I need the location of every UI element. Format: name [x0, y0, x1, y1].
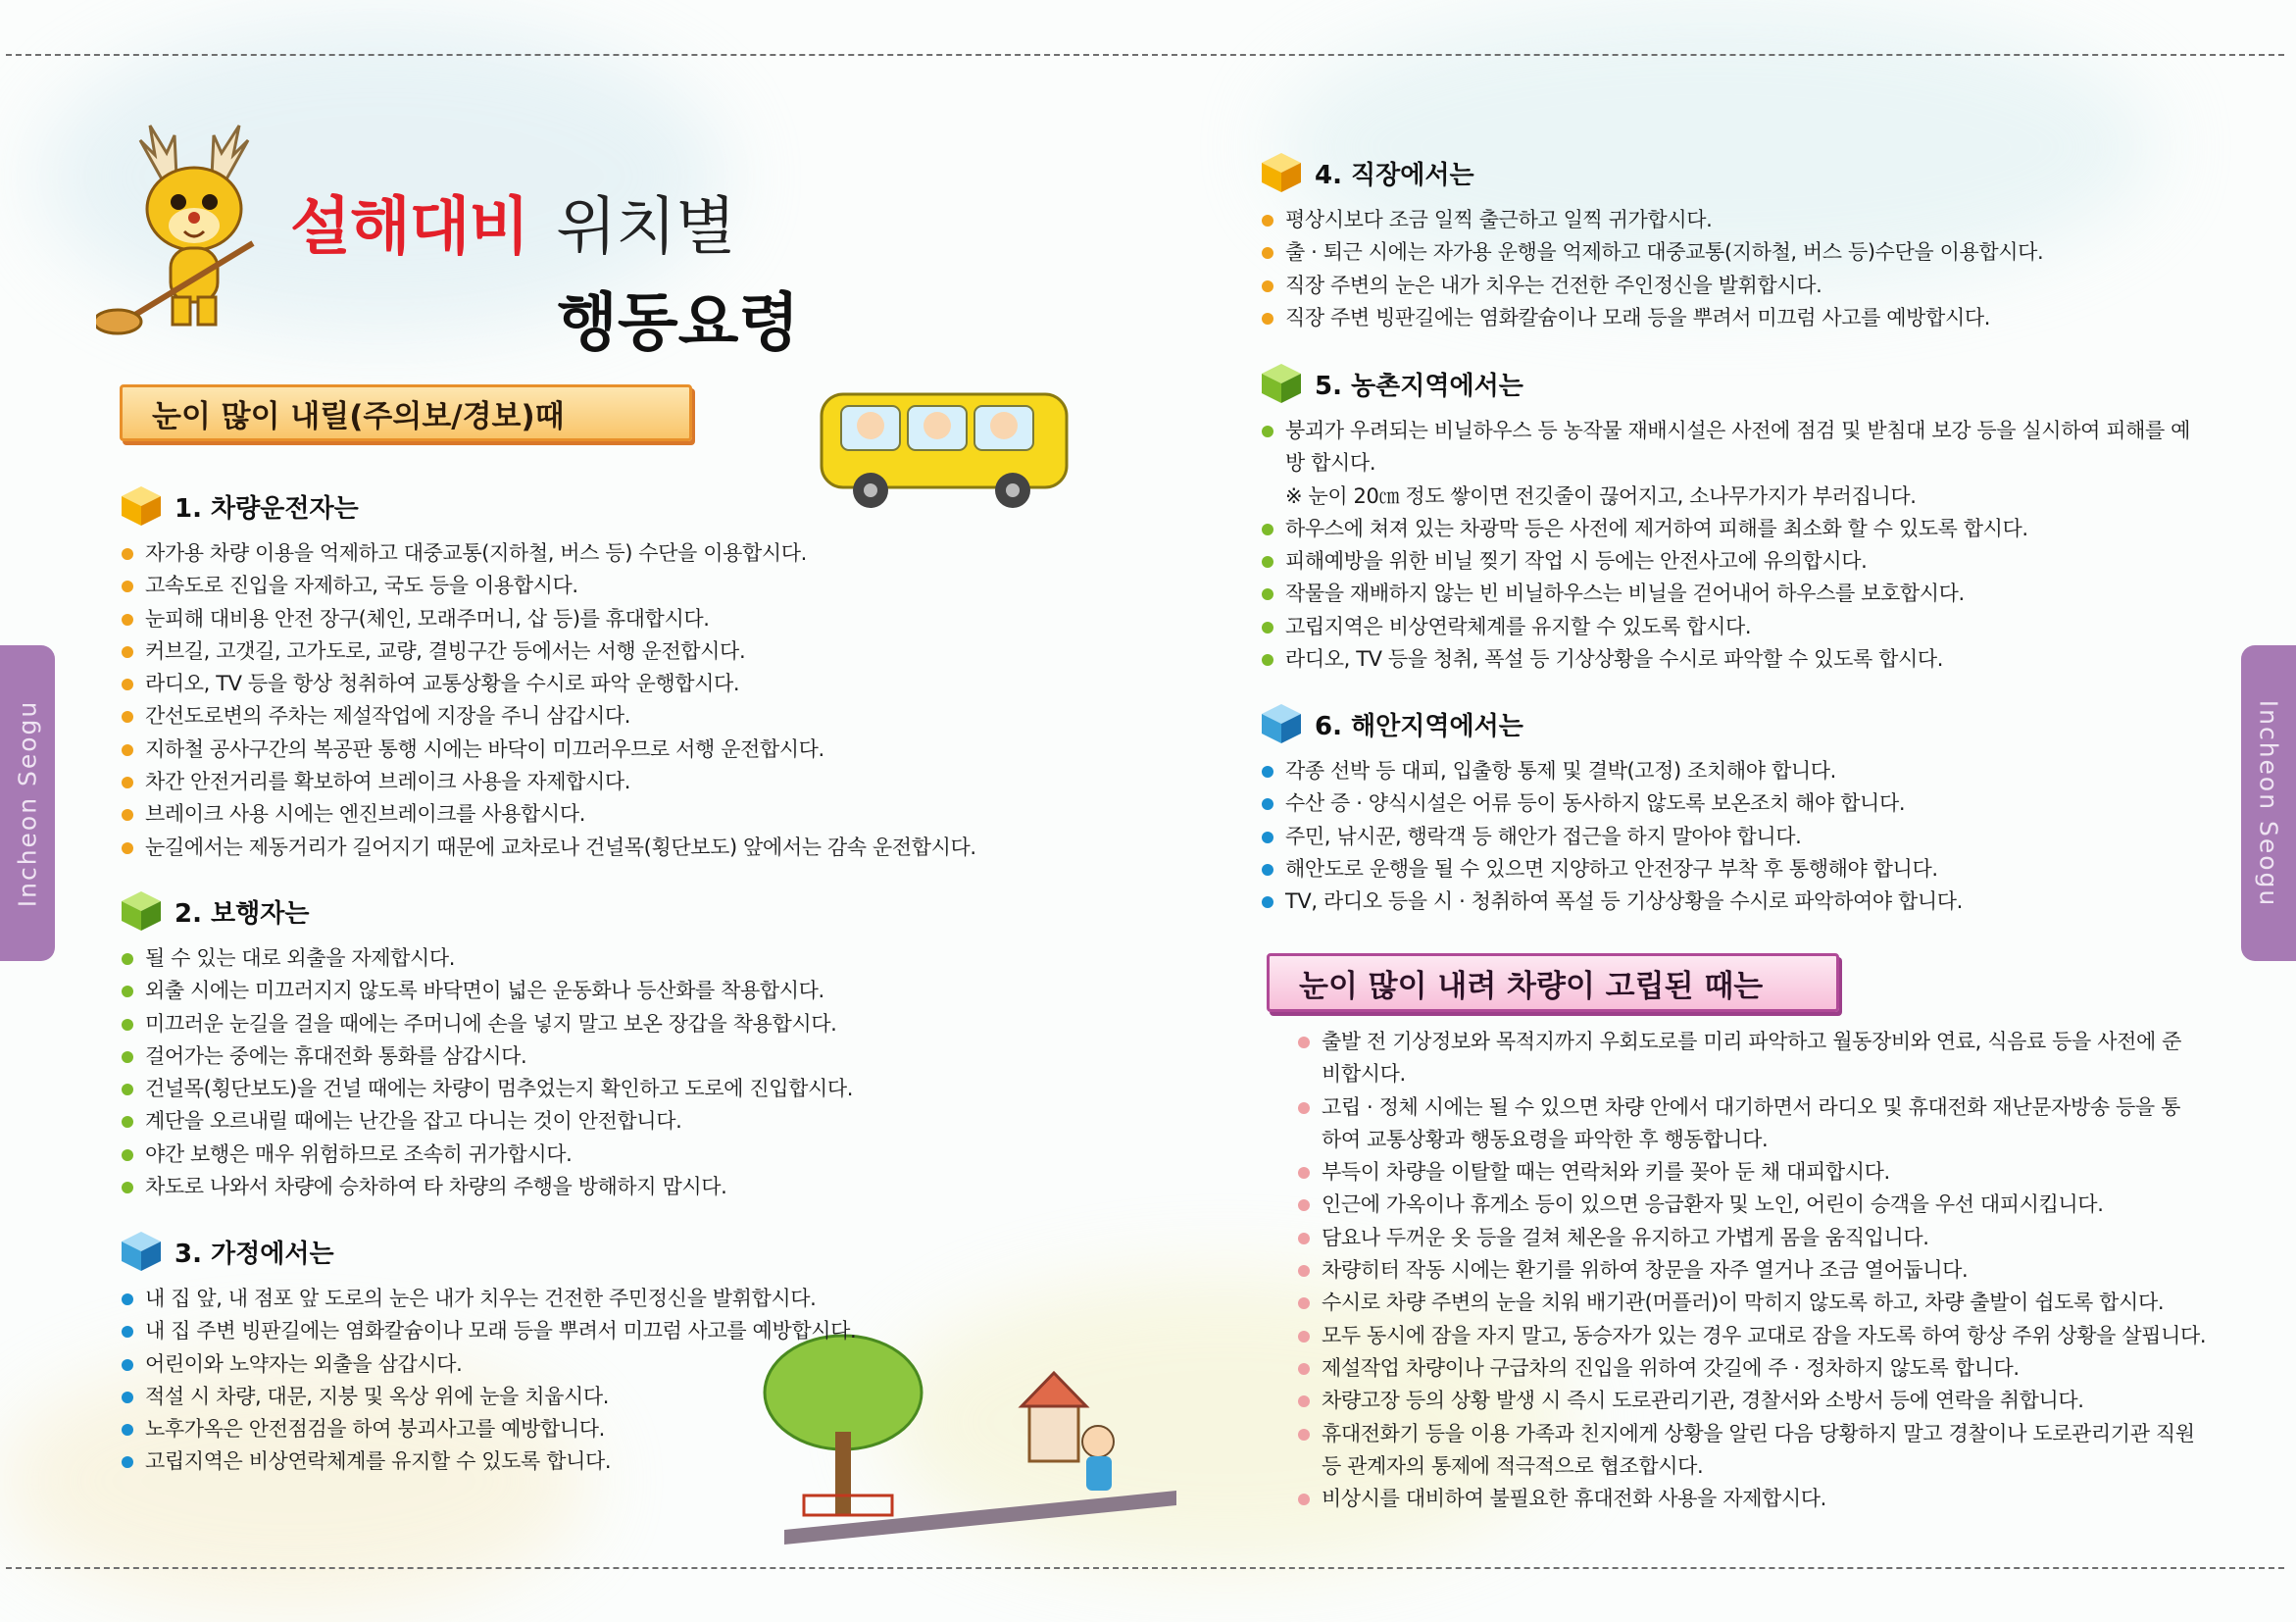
list-item: 작물을 재배하지 않는 빈 비닐하우스는 비닐을 걷어내어 하우스를 보호합시다.	[1260, 578, 2191, 610]
title-rest: 위치별	[556, 191, 735, 264]
list-item: 미끄러운 눈길을 걸을 때에는 주머니에 손을 넣지 말고 보온 장갑을 착용합시다.	[120, 1008, 1022, 1040]
list-item: 차량고장 등의 상황 발생 시 즉시 도로관리기관, 경찰서와 소방서 등에 연락을 취합니다.	[1296, 1385, 2196, 1417]
deer-mascot-illustration	[96, 116, 302, 336]
banner-heavy-snow: 눈이 많이 내릴(주의보/경보)때	[120, 384, 692, 441]
list-item: 제설작업 차량이나 구급차의 진입을 위하여 갓길에 주 · 정차하지 않도록 합니다.	[1296, 1352, 2196, 1385]
list-item: 차간 안전거리를 확보하여 브레이크 사용을 자제합시다.	[120, 766, 1022, 798]
list-item: 어린이와 노약자는 외출을 삼갑시다.	[120, 1348, 1022, 1381]
section-coastal	[1260, 698, 2162, 918]
list-item: 인근에 가옥이나 휴게소 등이 있으면 응급환자 및 노인, 어린이 승객을 우선 대피시킵니다.	[1296, 1189, 2196, 1221]
section-workplace	[1260, 147, 2162, 334]
section-title: 2. 보행자는	[175, 898, 310, 929]
list-item: 야간 보행은 매우 위험하므로 조속히 귀가합시다.	[120, 1139, 1022, 1171]
list-item: 주민, 낚시꾼, 행락객 등 해안가 접근을 하지 말아야 합니다.	[1260, 821, 2162, 853]
list-item: 라디오, TV 등을 항상 청취하여 교통상황을 수시로 파악 운행합시다.	[120, 668, 1022, 700]
list-item: 눈피해 대비용 안전 장구(체인, 모래주머니, 삽 등)를 휴대합시다.	[120, 603, 1022, 635]
list-item: 내 집 주변 빙판길에는 염화칼슘이나 모래 등을 뿌려서 미끄럼 사고를 예방합시다.	[120, 1315, 1022, 1347]
list-item: 눈길에서는 제동거리가 길어지기 때문에 교차로나 건널목(횡단보도) 앞에서는 감속 운전합시다.	[120, 832, 1022, 864]
list-item: 브레이크 사용 시에는 엔진브레이크를 사용합시다.	[120, 798, 1022, 831]
list-item: 될 수 있는 대로 외출을 자제합시다.	[120, 942, 1022, 975]
list-item: 평상시보다 조금 일찍 출근하고 일찍 귀가합시다.	[1260, 204, 2162, 236]
list-item: 내 집 앞, 내 점포 앞 도로의 눈은 내가 치우는 건전한 주민정신을 발휘합시다.	[120, 1283, 1022, 1315]
page-title	[290, 177, 799, 363]
cube-icon	[120, 484, 163, 528]
list-item: 하우스에 쳐져 있는 차광막 등은 사전에 제거하여 피해를 최소화 할 수 있도록 합시다.	[1260, 513, 2191, 545]
section-title: 4. 직장에서는	[1315, 160, 1474, 190]
cube-icon	[120, 1230, 163, 1273]
list-item: 직장 주변 빙판길에는 염화칼슘이나 모래 등을 뿌려서 미끄럼 사고를 예방합시다.	[1260, 302, 2162, 334]
list-item: 외출 시에는 미끄러지지 않도록 바닥면이 넓은 운동화나 등산화를 착용합시다.	[120, 975, 1022, 1007]
list-item: 간선도로변의 주차는 제설작업에 지장을 주니 삼갑시다.	[120, 700, 1022, 733]
list-item: 각종 선박 등 대피, 입출항 통제 및 결박(고정) 조치해야 합니다.	[1260, 755, 2162, 787]
section-stranded-vehicle	[1296, 1026, 2207, 1515]
list-item: 노후가옥은 안전점검을 하여 붕괴사고를 예방합니다.	[120, 1413, 1022, 1445]
cube-icon	[120, 889, 163, 933]
side-tab-left	[0, 645, 55, 961]
section-pedestrians	[120, 886, 1022, 1203]
list-item: 건널목(횡단보도)을 건널 때에는 차량이 멈추었는지 확인하고 도로에 진입합시다.	[120, 1073, 1022, 1105]
list-item: 비상시를 대비하여 불필요한 휴대전화 사용을 자제합시다.	[1296, 1483, 2196, 1515]
section-title: 1. 차량운전자는	[175, 493, 359, 524]
list-item: 부득이 차량을 이탈할 때는 연락처와 키를 꽂아 둔 채 대피합시다.	[1296, 1156, 2196, 1189]
section-rural	[1260, 358, 2191, 676]
list-item: 출 · 퇴근 시에는 자가용 운행을 억제하고 대중교통(지하철, 버스 등)수단을 이용합시다.	[1260, 236, 2162, 269]
cube-icon	[1260, 362, 1303, 405]
list-item: 해안도로 운행을 될 수 있으면 지양하고 안전장구 부착 후 통행해야 합니다.	[1260, 853, 2162, 886]
cube-icon	[1260, 702, 1303, 745]
section-drivers	[120, 481, 1022, 864]
list-item: 차도로 나와서 차량에 승차하여 타 차량의 주행을 방해하지 맙시다.	[120, 1171, 1022, 1203]
list-item: 차량히터 작동 시에는 환기를 위하여 창문을 자주 열거나 조금 열어둡니다.	[1296, 1254, 2196, 1287]
list-item: 피해예방을 위한 비닐 찢기 작업 시 등에는 안전사고에 유의합시다.	[1260, 545, 2191, 578]
list-item: 걸어가는 중에는 휴대전화 통화를 삼갑시다.	[120, 1040, 1022, 1073]
section-households	[120, 1226, 1022, 1479]
list-item: 수산 증 · 양식시설은 어류 등이 동사하지 않도록 보온조치 해야 합니다.	[1260, 787, 2162, 820]
list-item: 고립지역은 비상연락체계를 유지할 수 있도록 합시다.	[1260, 611, 2191, 643]
note-item: ※ 눈이 20㎝ 정도 쌓이면 전깃줄이 끊어지고, 소나무가지가 부러집니다.	[1285, 483, 1917, 508]
list-item: 라디오, TV 등을 청취, 폭설 등 기상상황을 수시로 파악할 수 있도록 합시다.	[1260, 643, 2191, 676]
list-item: 커브길, 고갯길, 고가도로, 교량, 결빙구간 등에서는 서행 운전합시다.	[120, 635, 1022, 668]
list-item: 지하철 공사구간의 복공판 통행 시에는 바닥이 미끄러우므로 서행 운전합시다.	[120, 734, 1022, 766]
list-item: TV, 라디오 등을 시 · 청취하여 폭설 등 기상상황을 수시로 파악하여야 합니다.	[1260, 886, 2162, 918]
list-item: 직장 주변의 눈은 내가 치우는 건전한 주인정신을 발휘합시다.	[1260, 270, 2162, 302]
list-item: 출발 전 기상정보와 목적지까지 우회도로를 미리 파악하고 월동장비와 연료, 식음료 등을 사전에 준비합시다.	[1296, 1026, 2196, 1091]
cube-icon	[1260, 151, 1303, 194]
list-item: 휴대전화기 등을 이용 가족과 친지에게 상황을 알린 다음 당황하지 말고 경찰이나 도로관리기관 직원 등 관계자의 통제에 적극적으로 협조합시다.	[1296, 1418, 2196, 1484]
section-title: 6. 해안지역에서는	[1315, 711, 1523, 741]
list-item: 적설 시 차량, 대문, 지붕 및 옥상 위에 눈을 치웁시다.	[120, 1381, 1022, 1413]
section-title: 5. 농촌지역에서는	[1315, 371, 1523, 401]
list-item: 계단을 오르내릴 때에는 난간을 잡고 다니는 것이 안전합니다.	[120, 1105, 1022, 1138]
list-item: 자가용 차량 이용을 억제하고 대중교통(지하철, 버스 등) 수단을 이용합시다.	[120, 537, 1022, 570]
list-item: 고립지역은 비상연락체계를 유지할 수 있도록 합니다.	[120, 1445, 1022, 1478]
side-tab-label: Incheon Seogu	[13, 699, 42, 907]
side-tab-right	[2241, 645, 2296, 961]
list-item: 고립 · 정체 시에는 될 수 있으면 차량 안에서 대기하면서 라디오 및 휴대전화 재난문자방송 등을 통하여 교통상황과 행동요령을 파악한 후 행동합니다.	[1296, 1091, 2196, 1157]
list-item: 담요나 두꺼운 옷 등을 걸쳐 체온을 유지하고 가볍게 몸을 움직입니다.	[1296, 1222, 2196, 1254]
title-highlight: 설해대비	[290, 191, 529, 264]
list-item: 모두 동시에 잠을 자지 말고, 동승자가 있는 경우 교대로 잠을 자도록 하여 항상 주위 상황을 살핍니다.	[1296, 1320, 2196, 1352]
side-tab-label: Incheon Seogu	[2254, 699, 2283, 907]
title-line2: 행동요령	[557, 287, 800, 360]
list-item: 수시로 차량 주변의 눈을 치워 배기관(머플러)이 막히지 않도록 하고, 차량 출발이 쉽도록 합시다.	[1296, 1287, 2196, 1319]
list-item: 고속도로 진입을 자제하고, 국도 등을 이용합시다.	[120, 570, 1022, 602]
section-title: 3. 가정에서는	[175, 1239, 334, 1269]
list-item: 붕괴가 우려되는 비닐하우스 등 농작물 재배시설은 사전에 점검 및 받침대 보강 등을 실시하여 피해를 예방 합시다.	[1260, 415, 2191, 481]
banner-stranded-vehicle: 눈이 많이 내려 차량이 고립된 때는	[1267, 953, 1839, 1012]
